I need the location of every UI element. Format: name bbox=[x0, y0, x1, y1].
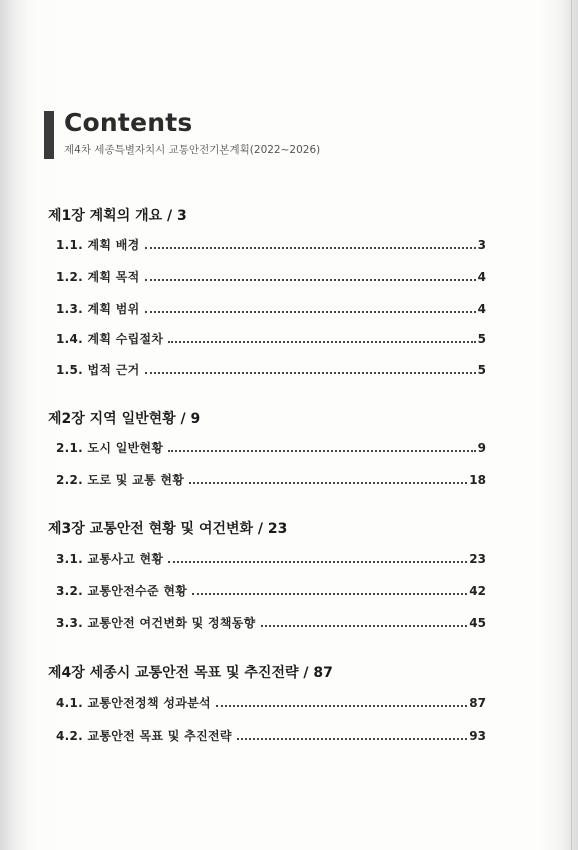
dot-leader bbox=[145, 278, 476, 281]
toc-entry-label: 1.2. 계획 목적 bbox=[56, 270, 140, 284]
dot-leader bbox=[192, 592, 467, 595]
chapter-3-heading[interactable]: 제3장 교통안전 현황 및 여건변화 / 23 bbox=[48, 521, 288, 537]
toc-entry-page: 45 bbox=[469, 616, 486, 630]
dot-leader bbox=[237, 737, 468, 740]
page-edge bbox=[571, 0, 572, 850]
toc-entry-label: 1.5. 법적 근거 bbox=[56, 363, 140, 377]
toc-entry[interactable] bbox=[56, 471, 486, 489]
toc-entry[interactable] bbox=[56, 727, 486, 745]
toc-entry-page: 42 bbox=[469, 584, 486, 598]
toc-entry-page: 18 bbox=[469, 473, 486, 487]
toc-entry[interactable] bbox=[56, 330, 486, 348]
toc-entry[interactable] bbox=[56, 550, 486, 568]
page-title: Contents bbox=[64, 108, 193, 137]
toc-entry-page: 3 bbox=[477, 238, 486, 252]
toc-entry-label: 4.2. 교통안전 목표 및 추진전략 bbox=[56, 729, 232, 743]
dot-leader bbox=[168, 449, 475, 452]
toc-entry-label: 2.1. 도시 일반현황 bbox=[56, 441, 164, 455]
toc-entry-page: 87 bbox=[469, 696, 486, 710]
toc-entry-label: 3.3. 교통안전 여건변화 및 정책동향 bbox=[56, 616, 256, 630]
toc-entry[interactable] bbox=[56, 300, 486, 318]
toc-entry-label: 3.1. 교통사고 현황 bbox=[56, 552, 164, 566]
toc-entry[interactable] bbox=[56, 236, 486, 254]
dot-leader bbox=[261, 624, 468, 627]
dot-leader bbox=[168, 560, 467, 563]
toc-entry-page: 5 bbox=[477, 363, 486, 377]
page-subtitle: 제4차 세종특별자치시 교통안전기본계획(2022~2026) bbox=[64, 144, 321, 156]
dot-leader bbox=[145, 371, 476, 374]
toc-entry-page: 4 bbox=[477, 270, 486, 284]
toc-entry[interactable] bbox=[56, 268, 486, 286]
toc-entry-label: 3.2. 교통안전수준 현황 bbox=[56, 584, 188, 598]
toc-entry[interactable] bbox=[56, 361, 486, 379]
toc-entry-page: 9 bbox=[477, 441, 486, 455]
dot-leader bbox=[145, 246, 476, 249]
toc-entry[interactable] bbox=[56, 694, 486, 712]
toc-entry-page: 93 bbox=[469, 729, 486, 743]
toc-entry-label: 1.3. 계획 범위 bbox=[56, 302, 140, 316]
toc-entry-label: 1.1. 계획 배경 bbox=[56, 238, 140, 252]
toc-entry-label: 4.1. 교통안전정책 성과분석 bbox=[56, 696, 211, 710]
dot-leader bbox=[145, 310, 476, 313]
toc-entry[interactable] bbox=[56, 582, 486, 600]
toc-entry[interactable] bbox=[56, 439, 486, 457]
toc-entry-label: 1.4. 계획 수립절차 bbox=[56, 332, 164, 346]
header-accent-bar bbox=[44, 111, 54, 159]
toc-entry-page: 23 bbox=[469, 552, 486, 566]
toc-entry[interactable] bbox=[56, 614, 486, 632]
dot-leader bbox=[189, 481, 467, 484]
chapter-4-heading[interactable]: 제4장 세종시 교통안전 목표 및 추진전략 / 87 bbox=[48, 665, 333, 681]
chapter-1-heading[interactable]: 제1장 계획의 개요 / 3 bbox=[48, 208, 187, 224]
dot-leader bbox=[216, 704, 467, 707]
toc-entry-page: 5 bbox=[477, 332, 486, 346]
dot-leader bbox=[168, 340, 475, 343]
toc-entry-label: 2.2. 도로 및 교통 현황 bbox=[56, 473, 185, 487]
chapter-2-heading[interactable]: 제2장 지역 일반현황 / 9 bbox=[48, 411, 201, 427]
toc-entry-page: 4 bbox=[477, 302, 486, 316]
